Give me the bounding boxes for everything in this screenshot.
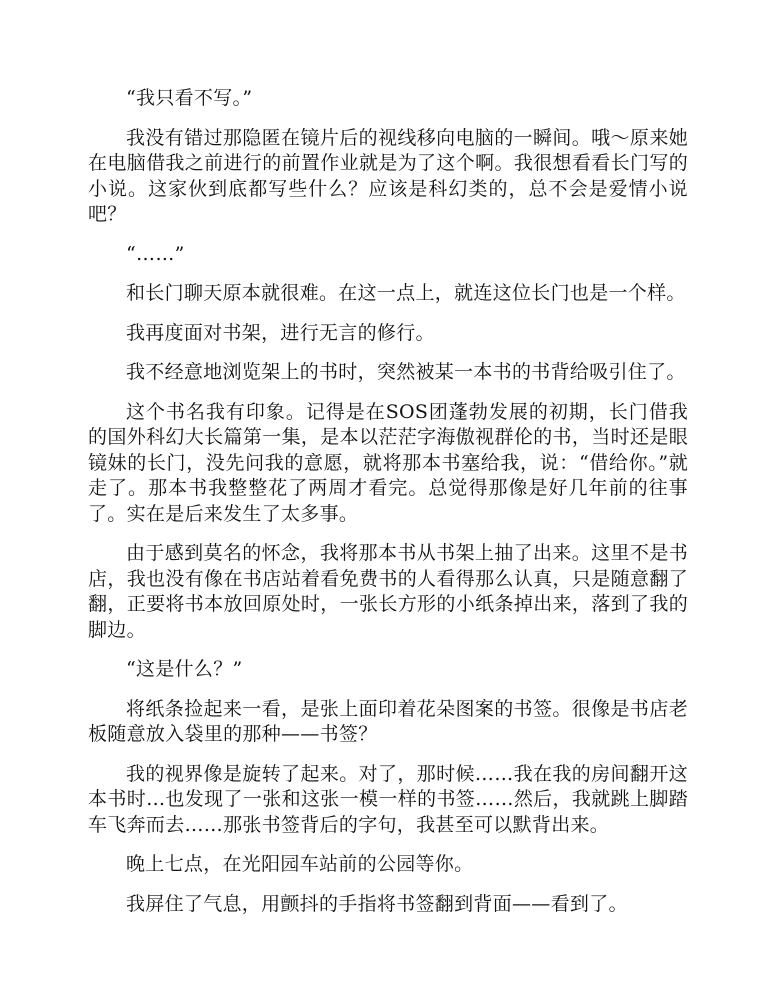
paragraph-8: 由于感到莫名的怀念，我将那本书从书架上抽了出来。这里不是书店，我也没有像在书店站着看免费书的人看得那么认真，只是随意翻了翻，正要将书本放回原处时，一张长方形的小纸条掉出来，落到了我的脚边。 bbox=[88, 542, 688, 641]
paragraph-13: 我屏住了气息，用颤抖的手指将书签翻到背面——看到了。 bbox=[126, 892, 628, 915]
paragraph-12: 晚上七点，在光阳园车站前的公园等你。 bbox=[126, 853, 474, 875]
paragraph-9: “这是什么？” bbox=[126, 658, 243, 680]
paragraph-5: 我再度面对书架，进行无言的修行。 bbox=[126, 321, 435, 344]
document-page bbox=[88, 86, 688, 931]
paragraph-2: 我没有错过那隐匿在镜片后的视线移向电脑的一瞬间。哦～原来她在电脑借我之前进行的前置作业就是为了这个啊。我很想看看长门写的小说。这家伙到底都写些什么？应该是科幻类的，总不会是爱情小说吧？ bbox=[88, 126, 688, 225]
paragraph-4: 和长门聊天原本就很难。在这一点上，就连这位长门也是一个样。 bbox=[126, 282, 686, 304]
paragraph-1: “我只看不写。” bbox=[126, 87, 253, 109]
paragraph-10: 将纸条捡起来一看，是张上面印着花朵图案的书签。很像是书店老板随意放入袋里的那种——书签？ bbox=[88, 697, 688, 745]
paragraph-7: 这个书名我有印象。记得是在SOS团蓬勃发展的初期，长门借我的国外科幻大长篇第一集，是本以茫茫字海傲视群伦的书，当时还是眼镜妹的长门，没先问我的意愿，就将那本书塞给我，说：“借给你。”就走了。那本书我整整花了两周才看完。总觉得那像是好几年前的往事了。实在是后来发生了太多事。 bbox=[88, 400, 688, 525]
paragraph-3: “……” bbox=[126, 242, 185, 265]
paragraph-11: 我的视界像是旋转了起来。对了，那时候……我在我的房间翻开这本书时…也发现了一张和这张一模一样的书签……然后，我就跳上脚踏车飞奔而去……那张书签背后的字句，我甚至可以默背出来。 bbox=[88, 762, 688, 836]
paragraph-6: 我不经意地浏览架上的书时，突然被某一本书的书背给吸引住了。 bbox=[126, 361, 686, 383]
